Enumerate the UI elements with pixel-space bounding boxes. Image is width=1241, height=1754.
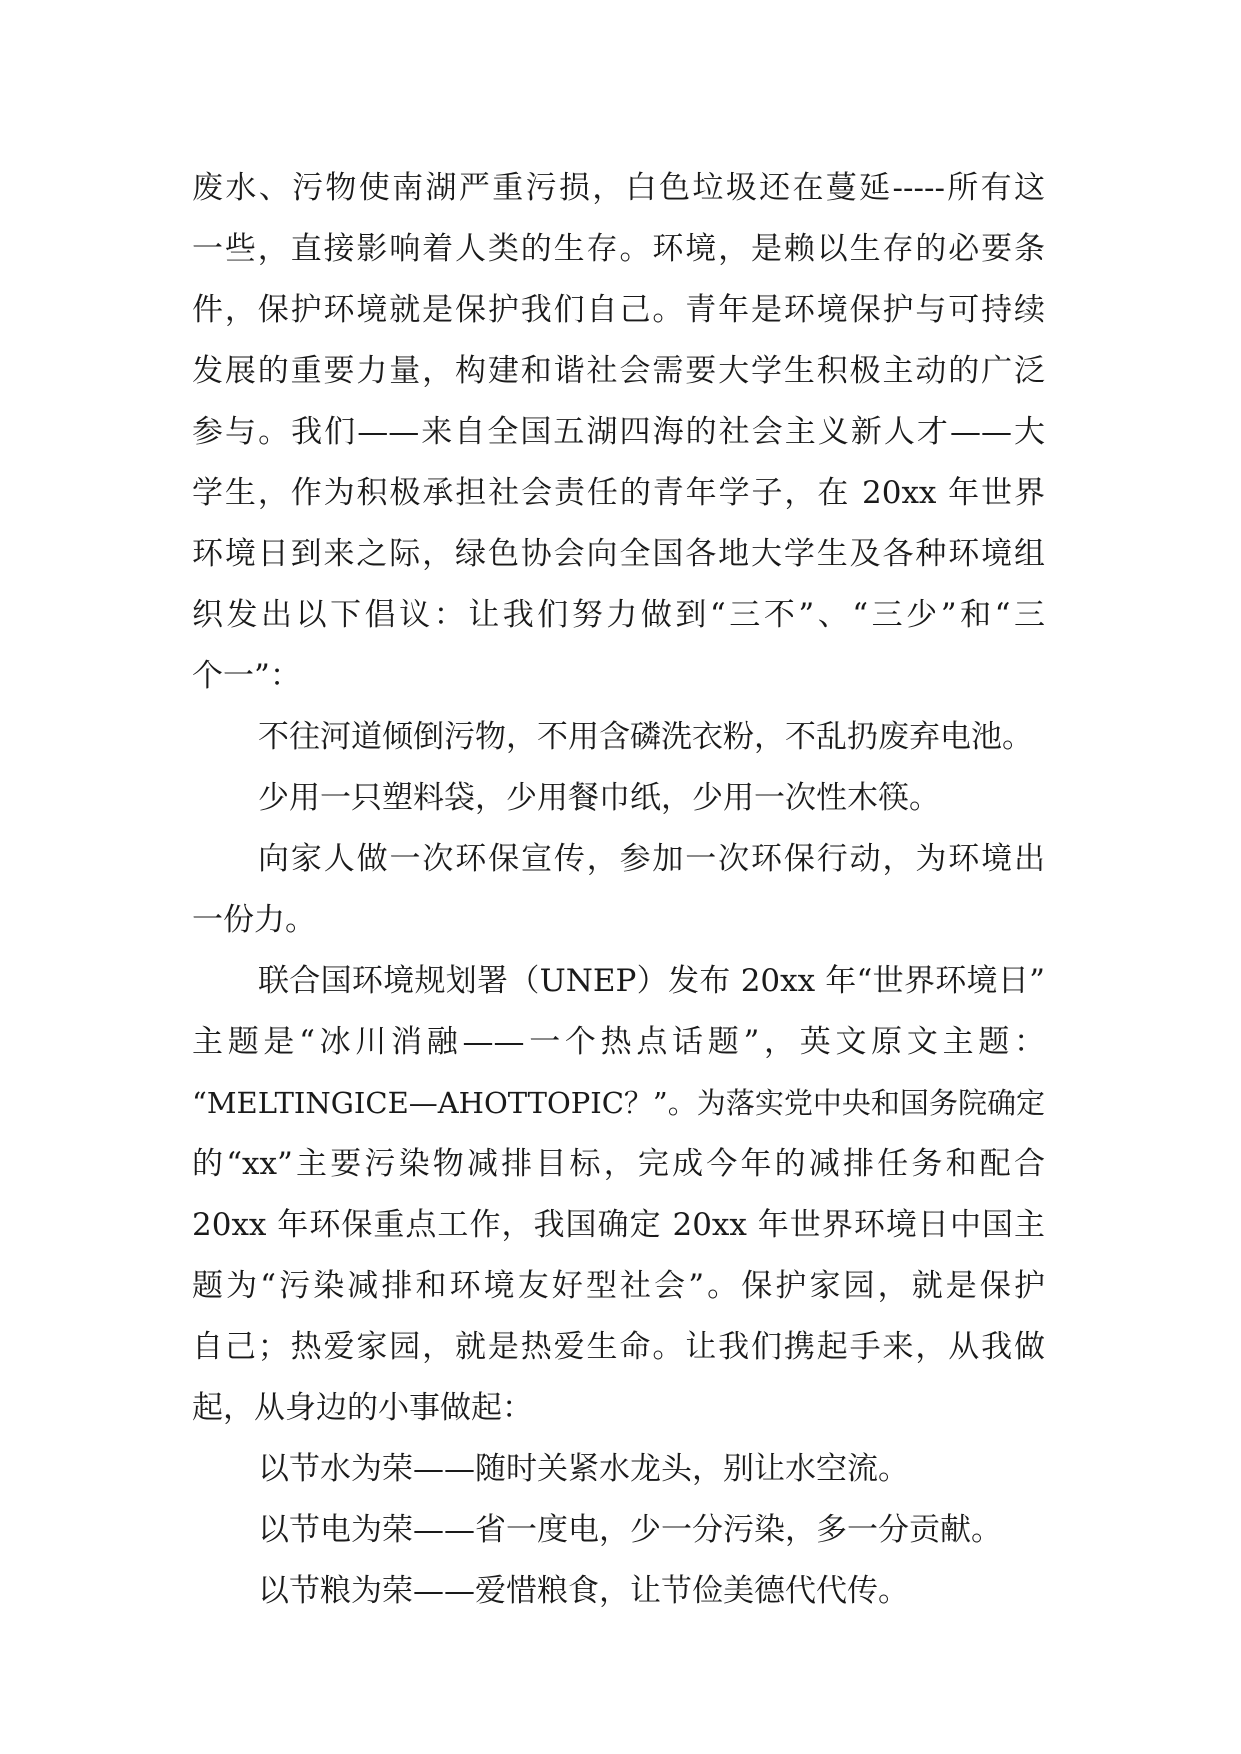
text-line: 20xx 年环保重点工作，我国确定 20xx 年世界环境日中国主	[192, 1207, 1045, 1243]
text-line: 不往河道倾倒污物，不用含磷洗衣粉，不乱扔废弃电池。	[258, 719, 1033, 755]
text-line: 发展的重要力量，构建和谐社会需要大学生积极主动的广泛	[192, 353, 1045, 389]
text-line: 主题是“冰川消融——一个热点话题”，英文原文主题：	[192, 1024, 1045, 1060]
text-line: 参与。我们——来自全国五湖四海的社会主义新人才——大	[192, 414, 1045, 450]
text-line: 个一”：	[192, 658, 301, 694]
text-line: 联合国环境规划署（UNEP）发布 20xx 年“世界环境日”	[258, 963, 1045, 999]
text-line: 少用一只塑料袋，少用餐巾纸，少用一次性木筷。	[258, 780, 940, 816]
text-line: 以节水为荣——随时关紧水龙头，别让水空流。	[258, 1451, 909, 1487]
text-line: 自己；热爱家园，就是热爱生命。让我们携起手来，从我做	[192, 1329, 1045, 1365]
text-line: 织发出以下倡议：让我们努力做到“三不”、“三少”和“三	[192, 597, 1045, 633]
text-line: 向家人做一次环保宣传，参加一次环保行动，为环境出	[258, 841, 1045, 877]
text-line: 的“xx”主要污染物减排目标，完成今年的减排任务和配合	[192, 1146, 1045, 1182]
text-line: 以节电为荣——省一度电，少一分污染，多一分贡献。	[258, 1512, 1002, 1548]
text-line: “MELTINGICE—AHOTTOPIC？”。为落实党中央和国务院确定	[192, 1086, 1045, 1120]
text-line: 以节粮为荣——爱惜粮食，让节俭美德代代传。	[258, 1573, 909, 1609]
text-line: 起，从身边的小事做起：	[192, 1390, 533, 1426]
text-line: 一些，直接影响着人类的生存。环境，是赖以生存的必要条	[192, 231, 1045, 267]
text-line: 一份力。	[192, 902, 316, 938]
text-line: 学生，作为积极承担社会责任的青年学子，在 20xx 年世界	[192, 475, 1045, 511]
text-line: 题为“污染减排和环境友好型社会”。保护家园，就是保护	[192, 1268, 1045, 1304]
text-line: 件，保护环境就是保护我们自己。青年是环境保护与可持续	[192, 292, 1045, 328]
text-line: 环境日到来之际，绿色协会向全国各地大学生及各种环境组	[192, 536, 1045, 572]
text-line: 废水、污物使南湖严重污损，白色垃圾还在蔓延-----所有这	[192, 170, 1045, 206]
